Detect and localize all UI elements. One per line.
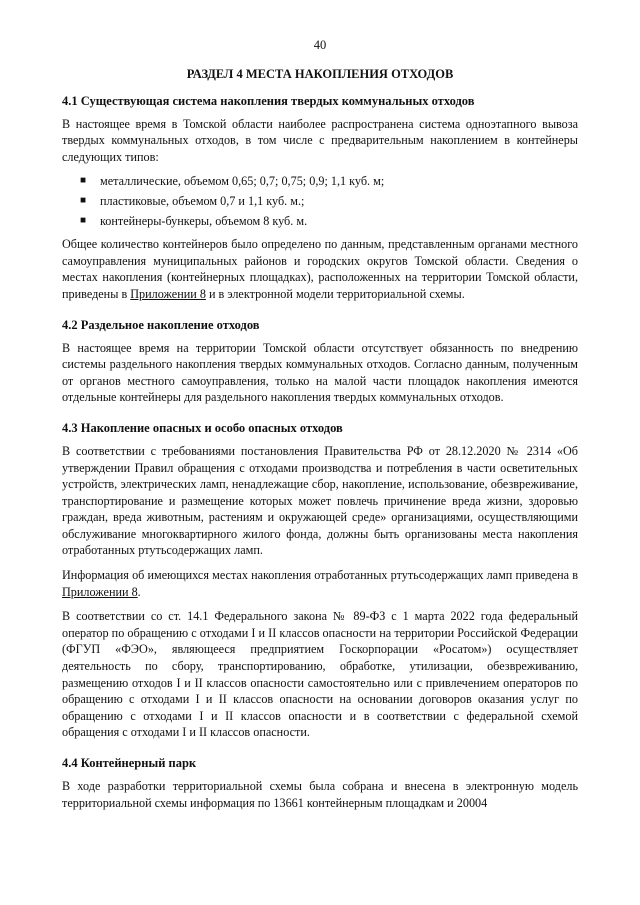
paragraph-4-4: В ходе разработки территориальной схемы была собрана и внесена в электронную модель территориальной схемы информация по 13661 контейнерным площадкам и 20004 [62,779,578,810]
heading-4-3: 4.3 Накопление опасных и особо опасных отходов [62,420,343,435]
list-item: ■ пластиковые, объемом 0,7 и 1,1 куб. м.; [80,193,305,208]
heading-4-2: 4.2 Раздельное накопление отходов [62,317,260,332]
page-number: 40 [313,38,327,52]
paragraph-4-3-federal-operator: В соответствии со ст. 14.1 Федерального закона № 89-ФЗ с 1 марта 2022 года федеральный оператор по обращению с отходами I и II классов опасности на территории Российской Федерации (ФГУП «ФЭО», являющееся предприятием Госкорпорации «Росатом») осуществляет деятельность по сбору, транспортированию, обработке, утилизации, обезвреживанию, размещению отходов I и II классов опасности самостоятельно или с привлечением операторов по обращению с отходами I и II классов опасности на основании договоров оказания услуг по обращению с отходами I и II классов опасности и в соответствии с федеральной схемой обращения с отходами I и II классов опасности. [62,609,578,740]
list-item: ■ металлические, объемом 0,65; 0,7; 0,75; 0,9; 1,1 куб. м; [80,174,385,189]
appendix-8-link[interactable]: Приложении 8 [130,286,206,301]
bullet-icon: ■ [80,214,87,226]
appendix-8-link[interactable]: Приложении 8 [62,584,138,599]
paragraph-4-3-info: Информация об имеющихся местах накопления отработанных ртутьсодержащих ламп приведена в Приложении 8. [62,568,578,599]
paragraph-4-1-intro: В настоящее время в Томской области наиболее распространена система одноэтапного вывоза твердых коммунальных отходов, в том числе с предварительным накоплением в контейнеры следующих типов: [62,116,578,164]
paragraph-4-2: В настоящее время на территории Томской области отсутствует обязанность по внедрению системы раздельного накопления твердых коммунальных отходов. Согласно данным, полученным от органов местного самоуправления, только на малой части площадок накопления имеются отдельные контейнеры для раздельного накопления твердых коммунальных отходов. [62,340,578,405]
heading-4-1: 4.1 Существующая система накопления твердых коммунальных отходов [62,93,475,108]
document-page [62,0,578,819]
container-types-list [62,173,578,229]
bullet-icon: ■ [80,175,87,187]
paragraph-4-1-containers: Общее количество контейнеров было определено по данным, представленным органами местного самоуправления муниципальных районов и городских округов Томской области. Сведения о местах накопления (контейнерных площадках), расположенных на территории Томской области, приведены в Приложении 8 и в электронной модели территориальной схемы. [62,237,578,301]
section-title: РАЗДЕЛ 4 МЕСТА НАКОПЛЕНИЯ ОТХОДОВ [186,67,454,81]
paragraph-4-3-regulation: В соответствии с требованиями постановления Правительства РФ от 28.12.2020 № 2314 «Об утверждении Правил обращения с отходами производства и потребления в части осветительных устройств, электрических ламп, ненадлежащие сбор, накопление, использование, обезвреживание, транспортирование и размещение которых может повлечь причинение вреда жизни, здоровью граждан, вреда животным, растениям и окружающей среде» организациями, осуществляющими обслуживание многоквартирного жилого фонда, должны быть организованы места накопления отработанных ртутьсодержащих ламп. [62,443,578,558]
heading-4-4: 4.4 Контейнерный парк [62,756,197,770]
list-item: ■ контейнеры-бункеры, объемом 8 куб. м. [80,213,308,228]
bullet-icon: ■ [80,194,87,206]
